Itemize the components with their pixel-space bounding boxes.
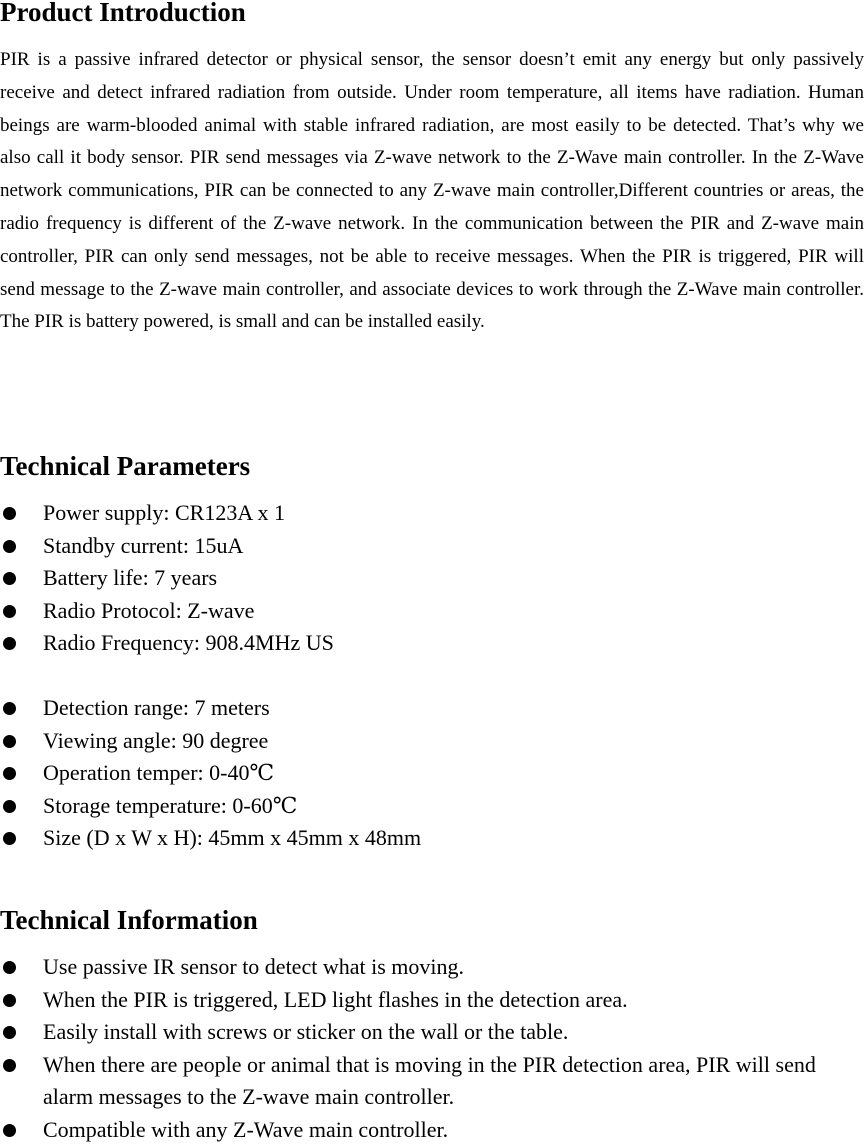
bullet-icon <box>3 832 16 845</box>
list-item <box>0 790 864 823</box>
section-heading-product-introduction: Product Introduction <box>0 0 246 27</box>
bullet-icon <box>3 994 16 1007</box>
section-heading-technical-information: Technical Information <box>0 905 258 935</box>
bullet-icon <box>3 605 16 618</box>
bullet-icon <box>3 540 16 553</box>
list-item <box>0 1114 864 1147</box>
list-item <box>0 757 864 790</box>
list-item-text: Use passive IR sensor to detect what is moving. <box>43 954 464 979</box>
list-item <box>0 1016 864 1049</box>
list-item <box>0 692 864 725</box>
bullet-icon <box>3 507 16 520</box>
list-item-text: Battery life: 7 years <box>43 565 218 590</box>
bullet-icon <box>3 767 16 780</box>
list-item <box>0 1049 864 1114</box>
list-item-text: Standby current: 15uA <box>43 532 244 558</box>
bullet-icon <box>3 735 16 748</box>
list-item <box>0 530 864 563</box>
list-item <box>0 951 864 984</box>
list-item-text: Radio Protocol: Z-wave <box>43 597 255 623</box>
bullet-icon <box>3 572 16 585</box>
list-item <box>0 497 864 530</box>
section-heading-technical-parameters: Technical Parameters <box>0 451 251 481</box>
list-item <box>0 595 864 628</box>
list-item <box>0 562 864 595</box>
product-introduction-paragraph: PIR is a passive infrared detector or physical sensor, the sensor doesn’t emit any energy but only passively receive and detect infrared radiation from outside. Under room temperature, all items have radiation. Human beings are warm-blooded animal with stable infrared radiation, are most easily to be detected. That’s why we also call it body sensor. PIR send messages via Z-wave network to the Z-Wave main controller. In the Z-Wave network communications, PIR can be connected to any Z-wave main controller,Different countries or areas, the radio frequency is different of the Z-wave network. In the communication between the PIR and Z-wave main controller, PIR can only send messages, not be able to receive messages. When the PIR is triggered, PIR will send message to the Z-wave main controller, and associate devices to work through the Z-Wave main controller. The PIR is battery powered, is small and can be installed easily. <box>0 49 864 333</box>
technical-information-list <box>0 951 864 1147</box>
bullet-icon <box>3 800 16 813</box>
list-item-text: When the PIR is triggered, LED light flashes in the detection area. <box>43 986 628 1012</box>
list-item <box>0 627 864 660</box>
bullet-icon <box>3 961 16 974</box>
list-item-text: Radio Frequency: 908.4MHz US <box>43 630 334 655</box>
bullet-icon <box>3 1026 16 1039</box>
list-item <box>0 984 864 1017</box>
list-item <box>0 725 864 758</box>
list-item-text: Compatible with any Z-Wave main controller. <box>43 1116 449 1142</box>
list-item-text: When there are people or animal that is moving in the PIR detection area, PIR will send alarm messages to the Z-wave main controller. <box>43 1051 816 1110</box>
bullet-icon <box>3 1059 16 1072</box>
technical-parameters-list <box>0 497 864 855</box>
list-item-text: Operation temper: 0-40℃ <box>43 760 275 785</box>
bullet-icon <box>3 702 16 715</box>
list-item-text: Easily install with screws or sticker on the wall or the table. <box>43 1019 569 1045</box>
bullet-icon <box>3 1124 16 1137</box>
list-item <box>0 822 864 855</box>
list-item-text: Size (D x W x H): 45mm x 45mm x 48mm <box>43 825 422 850</box>
list-item-text: Power supply: CR123A x 1 <box>43 500 286 525</box>
bullet-icon <box>3 637 16 650</box>
list-item-text: Storage temperature: 0-60℃ <box>43 792 298 818</box>
list-item-text: Detection range: 7 meters <box>43 695 270 720</box>
list-item-text: Viewing angle: 90 degree <box>43 727 269 753</box>
list-spacer <box>0 660 864 693</box>
